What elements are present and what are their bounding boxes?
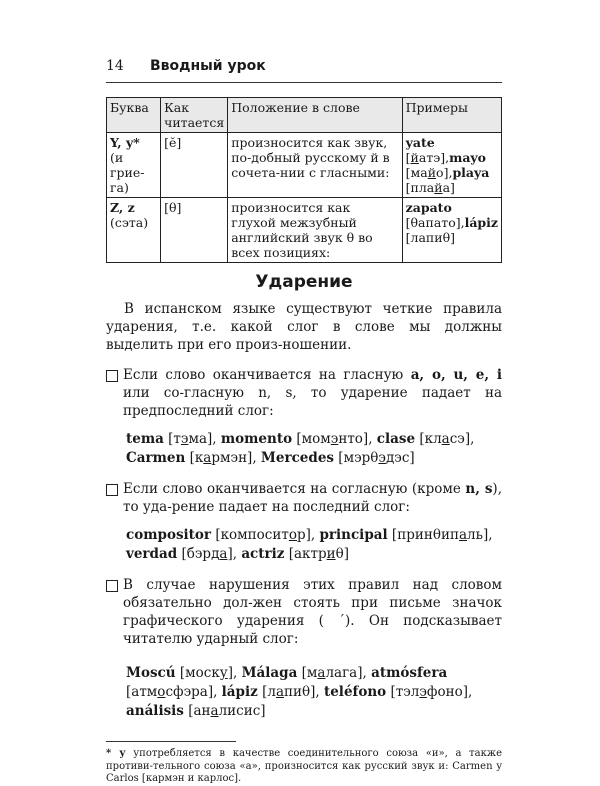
transcription-part: сэ], [449,431,475,447]
transcription-part: [ [405,150,411,165]
sound-cell: [ĕ] [161,133,228,198]
transcription-part: ма], [188,431,221,447]
rule-item [106,366,502,468]
transcription-part: атэ], [418,150,450,165]
rule-item [106,576,502,721]
example-word: atmósfera [371,665,448,681]
example-word: principal [319,527,388,543]
stressed-letter: э [330,431,339,447]
checkbox-icon [106,580,118,592]
book-page [106,58,502,786]
letter-cell [107,133,161,198]
transcription-part: [ан [183,703,211,719]
example-word: mayo [449,150,487,165]
transcription-part: [к [185,450,204,466]
stressed-letter: а [441,431,450,447]
transcription-part: ], [227,546,242,562]
stressed-letter: а [458,527,468,543]
transcription-part: [моск [175,665,220,681]
rule-text-part: В случае нарушения этих правил над словом обязательно дол-жен стоять при письме значок графического ударения ( ´). Он подсказывает читателю ударный слог: [123,577,502,647]
example-word: lápiz [221,684,258,700]
rule-text [123,576,502,648]
example-word: actriz [241,546,285,562]
rule-text-part: Если слово оканчивается на гласную [123,367,411,383]
letter: Y, y* [110,135,140,150]
footnote-text: употребляется в качестве соединительного союза «и», а также противи-тельного союза «а», произносится как русский звук и: Carmen y Carlos [кармэн и карлос]. [106,748,502,784]
transcription-part: [т [163,431,181,447]
transcription-part: а] [442,180,455,195]
section-title: Ударение [255,272,353,292]
footnote-separator [106,741,236,742]
rule-examples [126,526,502,564]
example-word: Carmen [126,450,186,466]
chapter-title: Вводный урок [150,58,266,74]
stressed-letter: а [210,703,219,719]
rule-text-part: ), то уда-рение падает на последний слог: [123,481,502,515]
transcription-part: фоно], [426,684,473,700]
table-row [107,133,502,198]
transcription-part: ль], [467,527,493,543]
transcription-part: [компосит [211,527,289,543]
example-word: verdad [126,546,178,562]
column-header: Положение в слове [228,98,402,133]
rule-bold-letters: n, s [465,481,493,497]
example-word: Moscú [126,665,176,681]
transcription-part: [л [257,684,276,700]
transcription-part: [пла [405,180,435,195]
position-cell: произносится как звук, по-добный русскому й в сочета-нии с гласными: [228,133,402,198]
rule-text [123,480,502,516]
stressed-letter: о [157,684,166,700]
transcription-part: лага], [325,665,372,681]
example-word: teléfono [323,684,387,700]
transcription-part: ], [227,665,242,681]
column-header: Примеры [402,98,501,133]
rule-bold-letters: a, o, u, e, i [410,367,502,383]
footnote [106,748,502,786]
checkbox-icon [106,370,118,382]
stressed-letter: й [434,180,443,195]
transcription-part: [лапиθ] [405,230,455,245]
letter-name: (и грие-га) [110,150,145,195]
examples-cell [402,198,501,263]
transcription-part: пиθ], [284,684,324,700]
stressed-letter: й [410,150,419,165]
letter: Z, z [110,200,135,215]
example-word: tema [126,431,164,447]
stressed-letter: а [317,665,326,681]
rule-text [123,366,502,420]
example-word: Málaga [241,665,298,681]
rule-text-part: Если слово оканчивается на согласную (кроме [123,481,466,497]
stressed-letter: э [378,450,386,466]
rule-line [106,576,502,648]
transcription-part: [мэрθ [334,450,379,466]
example-word: clase [376,431,416,447]
letter-cell [107,198,161,263]
transcription-part: [бэрд [177,546,220,562]
rule-examples [126,664,502,721]
stressed-letter: и [326,546,336,562]
example-word: zapato [405,200,452,215]
stressed-letter: а [219,546,228,562]
checkbox-icon [106,484,118,496]
transcription-part: нто], [338,431,377,447]
rule-line [106,480,502,516]
transcription-part: [атм [126,684,158,700]
transcription-part: θ] [335,546,349,562]
stressed-letter: й [427,165,437,180]
pronunciation-table [106,97,502,263]
table-header-row [107,98,502,133]
example-word: momento [220,431,293,447]
transcription-part: сфэра], [165,684,222,700]
stressed-letter: о [288,527,297,543]
transcription-part: [тэл [386,684,420,700]
transcription-part: [ма [405,165,428,180]
example-word: lápiz [464,215,499,230]
transcription-part: о], [436,165,453,180]
position-cell: произносится как глухой межзубный английский звук θ во всех позициях: [228,198,402,263]
rule-examples [126,430,502,468]
footnote-marker: * у [106,748,126,759]
transcription-part: р], [296,527,320,543]
column-header: Как читается [161,98,228,133]
transcription-part: [м [297,665,318,681]
transcription-part: рмэн], [211,450,261,466]
sound-cell: [θ] [161,198,228,263]
example-word: playa [452,165,490,180]
transcription-part: лисис] [218,703,266,719]
rule-text-part: или со-гласную n, s, то ударение падает на предпоследний слог: [123,385,502,419]
rules-list [106,366,502,721]
column-header: Буква [107,98,161,133]
transcription-part: [принθип [387,527,459,543]
stressed-letter: а [275,684,284,700]
transcription-part: дэс] [385,450,415,466]
transcription-part: [актр [284,546,327,562]
rule-item [106,480,502,564]
intro-paragraph: В испанском языке существуют четкие правила ударения, т.е. какой слог в слове мы должны выделить при его произ-ношении. [106,301,502,353]
examples-cell [402,133,501,198]
example-word: Mercedes [260,450,335,466]
transcription-part: [θапато], [405,215,465,230]
table-row [107,198,502,263]
stressed-letter: а [203,450,212,466]
example-word: análisis [126,703,184,719]
transcription-part: [кл [415,431,442,447]
running-header [106,58,502,83]
page-number: 14 [106,58,124,74]
example-word: compositor [126,527,212,543]
stressed-letter: э [180,431,189,447]
stressed-letter: у [219,665,228,681]
example-word: yate [405,135,435,150]
rule-line [106,366,502,420]
letter-name: (сэта) [110,215,149,230]
transcription-part: [мом [292,431,331,447]
stressed-letter: э [419,684,427,700]
